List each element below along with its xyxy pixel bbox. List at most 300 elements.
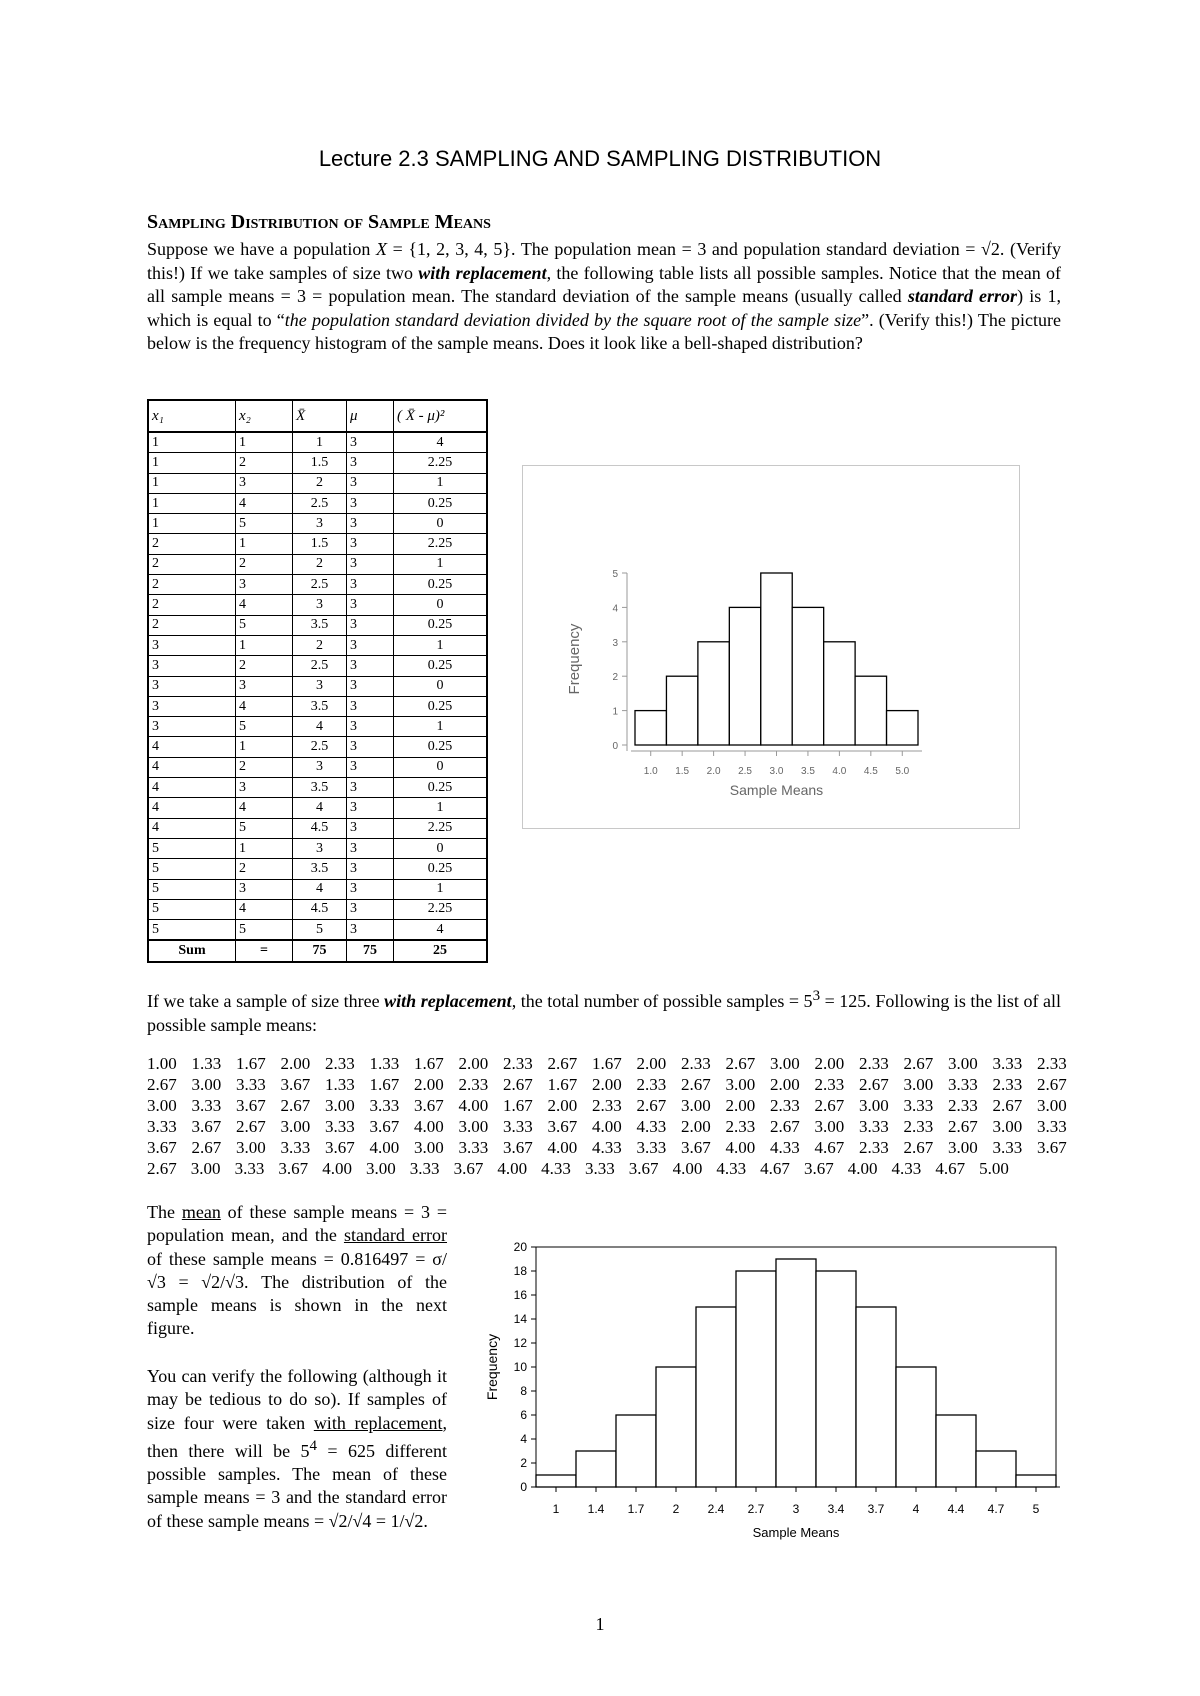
- mean-value: 2.00: [725, 1096, 756, 1115]
- mean-value: 2.00: [547, 1096, 578, 1115]
- mean-value: 2.33: [636, 1075, 667, 1094]
- mean-value: 2.33: [859, 1138, 889, 1157]
- samples-table: [147, 399, 488, 963]
- table-cell: 4: [148, 778, 236, 798]
- table-cell: 4: [236, 696, 293, 716]
- histogram-bar: [729, 607, 760, 745]
- mean-value: 4.00: [369, 1138, 400, 1157]
- mean-value: 3.33: [369, 1096, 400, 1115]
- mean-value: 3.67: [803, 1159, 834, 1178]
- mean-value: 1.67: [547, 1075, 578, 1094]
- table-cell: 1: [394, 798, 488, 818]
- mean-value: 2.67: [636, 1096, 667, 1115]
- table-cell: 2: [293, 635, 347, 655]
- means-row: [147, 1158, 1067, 1179]
- table-row: [148, 717, 487, 737]
- mean-value: 1.33: [369, 1054, 400, 1073]
- table-row: [148, 635, 487, 655]
- means-row: [147, 1116, 1067, 1137]
- sum-sq-dev: 25: [394, 940, 488, 961]
- table-cell: 2: [236, 453, 293, 473]
- mean-value: 4.00: [458, 1096, 489, 1115]
- mean-value: 1.00: [147, 1054, 177, 1073]
- means-row: [147, 1137, 1067, 1158]
- mean-value: 2.00: [814, 1054, 845, 1073]
- y-axis-title: Frequency: [566, 623, 583, 695]
- header-x1: x₁: [148, 400, 236, 432]
- paragraph-size-four: You can verify the following (although it may be tedious to do so). If samples of size four were taken with replacement, then there will be $5^4 = 625$ different possible samples. The mean of these sample means = 3 and the standard error of these sample means = √2/√4 = 1/√2.: [147, 1366, 447, 1531]
- table-cell: 1: [236, 838, 293, 858]
- y-tick-label: 5: [612, 569, 618, 580]
- table-cell: 3: [347, 838, 394, 858]
- mean-value: 2.33: [992, 1075, 1023, 1094]
- y-tick-label: 16: [513, 1288, 527, 1302]
- table-cell: 4.5: [293, 818, 347, 838]
- mean-value: 3.67: [278, 1159, 309, 1178]
- mean-value: 2.00: [280, 1054, 311, 1073]
- mean-value: 2.67: [191, 1138, 222, 1157]
- mean-value: 5.00: [979, 1159, 1009, 1178]
- table-body: [148, 432, 487, 940]
- table-cell: 3: [347, 737, 394, 757]
- mean-value: 3.67: [236, 1096, 266, 1115]
- table-cell: 2: [293, 473, 347, 493]
- table-cell: 0.25: [394, 778, 488, 798]
- table-cell: 2.5: [293, 656, 347, 676]
- x-tick-label: 2.0: [706, 766, 721, 777]
- table-cell: 4: [394, 432, 488, 453]
- mean-value: 4.33: [716, 1159, 747, 1178]
- mean-value: 3.00: [147, 1096, 177, 1115]
- table-cell: 0.25: [394, 737, 488, 757]
- x-tick-label: 2.7: [747, 1502, 765, 1516]
- mean-value: 2.33: [592, 1096, 622, 1115]
- table-cell: 3: [347, 778, 394, 798]
- histogram-bar: [824, 642, 855, 745]
- section-heading: Sampling Distribution of Sample Means: [147, 211, 491, 233]
- mean-value: 1.33: [325, 1075, 355, 1094]
- mean-value: 3.33: [503, 1117, 533, 1136]
- mean-value: 3.33: [584, 1159, 615, 1178]
- table-cell: 4: [148, 757, 236, 777]
- table-cell: 3: [148, 635, 236, 655]
- y-tick-label: 1: [612, 706, 618, 718]
- table-cell: 3: [293, 676, 347, 696]
- mean-value: 3.00: [190, 1159, 221, 1178]
- mean-value: 2.33: [814, 1075, 845, 1094]
- mean-value: 3.67: [325, 1138, 355, 1157]
- mean-value: 2.67: [681, 1075, 711, 1094]
- table-cell: 3: [347, 575, 394, 595]
- mean-value: 4.33: [636, 1117, 667, 1136]
- table-cell: 3: [347, 453, 394, 473]
- histogram-bar: [736, 1271, 776, 1487]
- table-row: [148, 899, 487, 919]
- table-cell: 3: [236, 778, 293, 798]
- mean-value: 1.33: [191, 1054, 222, 1073]
- histogram-bar: [816, 1271, 856, 1487]
- table-cell: 3: [347, 676, 394, 696]
- mean-value: 2.33: [503, 1054, 533, 1073]
- table-cell: 3: [347, 514, 394, 534]
- paragraph-mean-se: The mean of these sample means = 3 = population mean, and the standard error of these sample means = 0.816497 = σ/√3 = √2/√3. The distribution of the sample means is shown in the next figure.: [147, 1202, 448, 1339]
- histogram-bar: [698, 642, 729, 745]
- table-cell: 4: [148, 818, 236, 838]
- table-cell: 3.5: [293, 859, 347, 879]
- table-cell: 0.25: [394, 696, 488, 716]
- y-tick-label: 4: [612, 603, 618, 615]
- table-row: [148, 615, 487, 635]
- table-cell: 1: [394, 473, 488, 493]
- mean-value: 3.00: [948, 1138, 978, 1157]
- table-row: [148, 432, 487, 453]
- mean-value: 2.67: [236, 1117, 266, 1136]
- mean-value: 1.67: [592, 1054, 622, 1073]
- table-cell: 3: [347, 899, 394, 919]
- y-tick-label: 6: [520, 1408, 527, 1422]
- table-cell: 2.5: [293, 575, 347, 595]
- table-row: [148, 656, 487, 676]
- x-tick-label: 1.4: [587, 1502, 605, 1516]
- y-tick-label: 10: [513, 1360, 527, 1374]
- mean-value: 2.67: [814, 1096, 845, 1115]
- table-cell: 4: [394, 920, 488, 941]
- table-cell: 4: [148, 798, 236, 818]
- table-cell: 5: [148, 879, 236, 899]
- mean-value: 1.67: [369, 1075, 400, 1094]
- mean-value: 2.67: [725, 1054, 756, 1073]
- table-cell: 3: [293, 595, 347, 615]
- x-tick-label: 4.5: [863, 766, 878, 777]
- table-row: [148, 453, 487, 473]
- histogram-bar: [776, 1259, 816, 1487]
- mean-value: 2.33: [458, 1075, 489, 1094]
- mean-value: 2.00: [636, 1054, 667, 1073]
- mean-value: 3.67: [147, 1138, 177, 1157]
- table-cell: 1: [236, 432, 293, 453]
- x-tick-label: 4: [912, 1502, 920, 1516]
- mean-value: 3.00: [814, 1117, 845, 1136]
- mean-value: 4.67: [760, 1159, 790, 1178]
- table-row: [148, 595, 487, 615]
- table-cell: 4: [293, 798, 347, 818]
- mean-value: 3.00: [948, 1054, 978, 1073]
- means-row: [147, 1053, 1067, 1074]
- table-cell: 1: [394, 635, 488, 655]
- table-row: [148, 920, 487, 941]
- table-cell: 2.25: [394, 899, 488, 919]
- mean-value: 3.67: [681, 1138, 711, 1157]
- y-tick-label: 12: [513, 1336, 527, 1350]
- table-cell: 3: [347, 818, 394, 838]
- histogram-bar: [635, 711, 666, 745]
- histogram-bar: [1016, 1475, 1056, 1487]
- mean-value: 2.67: [280, 1096, 311, 1115]
- mean-value: 3.00: [681, 1096, 711, 1115]
- mean-value: 3.67: [1037, 1138, 1067, 1157]
- header-xbar: X̄: [293, 400, 347, 432]
- mean-value: 3.00: [770, 1054, 800, 1073]
- table-cell: 1.5: [293, 534, 347, 554]
- mean-value: 3.00: [1037, 1096, 1067, 1115]
- mean-value: 3.33: [325, 1117, 355, 1136]
- mean-value: 2.33: [325, 1054, 355, 1073]
- table-row: [148, 737, 487, 757]
- table-cell: 4: [236, 798, 293, 818]
- table-cell: 3: [347, 859, 394, 879]
- table-cell: 3: [347, 432, 394, 453]
- mean-value: 3.33: [992, 1138, 1023, 1157]
- table-row: [148, 493, 487, 513]
- mean-value: 3.00: [859, 1096, 889, 1115]
- table-cell: 3: [347, 798, 394, 818]
- table-cell: 3: [236, 575, 293, 595]
- table-cell: 1: [236, 737, 293, 757]
- table-cell: 0.25: [394, 615, 488, 635]
- x-tick-label: 4.0: [832, 766, 847, 777]
- table-row: [148, 575, 487, 595]
- histogram-bar: [536, 1475, 576, 1487]
- histogram-bar: [656, 1367, 696, 1487]
- table-cell: 1: [148, 473, 236, 493]
- y-tick-label: 3: [612, 637, 618, 649]
- mean-value: 2.67: [903, 1054, 934, 1073]
- table-cell: 0.25: [394, 493, 488, 513]
- table-cell: 0: [394, 757, 488, 777]
- mean-value: 3.33: [458, 1138, 489, 1157]
- emphasis-with-replacement-2: with replacement: [384, 991, 512, 1011]
- mean-value: 4.33: [770, 1138, 800, 1157]
- header-x2: x₂: [236, 400, 293, 432]
- y-tick-label: 18: [513, 1264, 527, 1278]
- table-cell: 2: [148, 534, 236, 554]
- table-row: [148, 778, 487, 798]
- mean-value: 2.00: [414, 1075, 444, 1094]
- x-tick-label: 2: [672, 1502, 680, 1516]
- mean-value: 3.00: [992, 1117, 1023, 1136]
- x-tick-label: 2.4: [707, 1502, 725, 1516]
- histogram-bar: [976, 1451, 1016, 1487]
- histogram-bar: [936, 1415, 976, 1487]
- mean-value: 2.33: [859, 1054, 889, 1073]
- table-cell: 2: [236, 554, 293, 574]
- table-row: [148, 757, 487, 777]
- table-cell: 3: [347, 920, 394, 941]
- sample-means-list: [147, 1053, 1067, 1179]
- table-cell: 0: [394, 838, 488, 858]
- mean-value: 2.67: [948, 1117, 978, 1136]
- page-number: 1: [595, 1614, 605, 1634]
- y-tick-label: 4: [520, 1432, 527, 1446]
- mean-value: 3.67: [191, 1117, 222, 1136]
- sum-mu: 75: [347, 940, 394, 961]
- table-cell: 3: [293, 757, 347, 777]
- histogram-bar: [576, 1451, 616, 1487]
- table-cell: 3: [236, 879, 293, 899]
- mean-value: 4.67: [814, 1138, 845, 1157]
- table-cell: 4: [293, 717, 347, 737]
- x-tick-label: 3.7: [867, 1502, 885, 1516]
- histogram-bar: [855, 676, 886, 745]
- mean-value: 3.00: [325, 1096, 355, 1115]
- mean-value: 2.00: [458, 1054, 489, 1073]
- table-cell: 2.25: [394, 453, 488, 473]
- table-cell: 4: [236, 595, 293, 615]
- table-cell: 3: [347, 696, 394, 716]
- mean-value: 3.33: [1037, 1117, 1067, 1136]
- histogram-bar: [616, 1415, 656, 1487]
- table-cell: 1: [236, 534, 293, 554]
- sum-eq: =: [236, 940, 293, 961]
- mean-value: 3.67: [453, 1159, 484, 1178]
- x-axis-title: Sample Means: [752, 1525, 840, 1540]
- table-cell: 3: [347, 879, 394, 899]
- means-row: [147, 1095, 1067, 1116]
- mean-value: 3.00: [236, 1138, 266, 1157]
- table-cell: 1: [148, 514, 236, 534]
- table-header-row: [148, 400, 487, 432]
- mean-value: 3.33: [859, 1117, 889, 1136]
- table-cell: 2: [148, 615, 236, 635]
- table-cell: 3: [347, 534, 394, 554]
- table-cell: 2: [148, 554, 236, 574]
- table-cell: 3: [347, 493, 394, 513]
- mean-value: 3.33: [236, 1075, 266, 1094]
- table-cell: 2: [236, 859, 293, 879]
- table-row: [148, 798, 487, 818]
- table-cell: 1: [236, 635, 293, 655]
- mean-value: 3.00: [903, 1075, 934, 1094]
- mean-value: 3.33: [903, 1096, 934, 1115]
- table-cell: 2.5: [293, 493, 347, 513]
- mean-value: 3.00: [725, 1075, 756, 1094]
- table-row: [148, 696, 487, 716]
- mean-value: 4.33: [592, 1138, 622, 1157]
- table-cell: 3: [347, 473, 394, 493]
- mean-value: 4.00: [847, 1159, 878, 1178]
- x-tick-label: 1.7: [627, 1502, 645, 1516]
- table-cell: 5: [236, 920, 293, 941]
- mean-value: 3.00: [191, 1075, 222, 1094]
- table-cell: 4.5: [293, 899, 347, 919]
- table-cell: 5: [236, 717, 293, 737]
- y-tick-label: 0: [520, 1480, 527, 1494]
- mean-value: 4.33: [891, 1159, 922, 1178]
- table-cell: 2: [148, 595, 236, 615]
- table-cell: 1: [394, 554, 488, 574]
- table-cell: 3: [236, 676, 293, 696]
- mean-value: 2.67: [147, 1075, 177, 1094]
- table-cell: 1: [394, 717, 488, 737]
- intro-paragraph: Suppose we have a population X = {1, 2, 3, 4, 5}. The population mean = 3 and population standard deviation = √2. (Verify this!) If we take samples of size two with replacement, the following table lists all possible samples. Notice that the mean of all sample means = 3 = population mean. The standard deviation of the sample means (usually called standard error) is 1, which is equal to “the population standard deviation divided by the square root of the sample size”. (Verify this!) The picture below is the frequency histogram of the sample means. Does it look like a bell-shaped distribution?: [147, 239, 1062, 353]
- table-sum-row: [148, 940, 487, 961]
- table-cell: 5: [236, 514, 293, 534]
- header-mu: μ: [347, 400, 394, 432]
- mean-value: 2.67: [903, 1138, 934, 1157]
- histogram-bar: [887, 711, 918, 745]
- mean-value: 1.67: [236, 1054, 266, 1073]
- x-tick-label: 4.7: [987, 1502, 1005, 1516]
- mean-value: 2.33: [1037, 1054, 1067, 1073]
- table-cell: 5: [148, 859, 236, 879]
- mean-value: 4.00: [322, 1159, 352, 1178]
- sum-xbar: 75: [293, 940, 347, 961]
- table-cell: 5: [148, 899, 236, 919]
- table-cell: 0.25: [394, 656, 488, 676]
- table-cell: 4: [236, 899, 293, 919]
- y-tick-label: 14: [513, 1312, 527, 1326]
- mean-value: 1.67: [503, 1096, 533, 1115]
- mean-value: 3.00: [458, 1117, 489, 1136]
- table-row: [148, 838, 487, 858]
- table-cell: 3: [347, 615, 394, 635]
- y-tick-label: 8: [520, 1384, 527, 1398]
- histogram-bar: [792, 607, 823, 745]
- mean-value: 4.00: [725, 1138, 756, 1157]
- mean-value: 3.00: [280, 1117, 311, 1136]
- table-cell: 3: [293, 514, 347, 534]
- mean-value: 3.33: [191, 1096, 222, 1115]
- mean-value: 2.67: [1037, 1075, 1067, 1094]
- variable-x: X: [375, 239, 387, 259]
- mean-value: 3.67: [503, 1138, 533, 1157]
- histogram-bar: [856, 1307, 896, 1487]
- table-cell: 1: [148, 432, 236, 453]
- table-cell: 3: [148, 676, 236, 696]
- y-tick-label: 0: [612, 741, 618, 752]
- table-cell: 3.5: [293, 778, 347, 798]
- histogram-sample-size-3: [480, 1228, 1060, 1558]
- mean-value: 4.00: [672, 1159, 703, 1178]
- mean-value: 3.67: [547, 1117, 578, 1136]
- emphasis-quote: the population standard deviation divided by the square root of the sample size: [284, 309, 862, 330]
- table-cell: 2: [293, 554, 347, 574]
- mean-value: 3.67: [369, 1117, 400, 1136]
- y-tick-label: 2: [520, 1456, 527, 1470]
- table-cell: 3.5: [293, 615, 347, 635]
- table-cell: 1: [293, 432, 347, 453]
- mean-value: 1.67: [414, 1054, 444, 1073]
- table-cell: 4: [236, 493, 293, 513]
- table-row: [148, 473, 487, 493]
- x-tick-label: 5.0: [895, 766, 910, 777]
- mean-value: 2.33: [903, 1117, 934, 1136]
- mean-value: 2.00: [592, 1075, 622, 1094]
- table-cell: 3: [347, 717, 394, 737]
- mean-value: 2.67: [147, 1159, 177, 1178]
- table-cell: 3: [236, 473, 293, 493]
- table-row: [148, 818, 487, 838]
- mean-value: 4.00: [497, 1159, 528, 1178]
- x-tick-label: 3.5: [800, 766, 815, 777]
- table-cell: 5: [236, 818, 293, 838]
- y-axis-title: Frequency: [484, 1333, 500, 1401]
- mean-value: 2.00: [770, 1075, 800, 1094]
- mean-value: 3.33: [636, 1138, 667, 1157]
- mean-value: 2.67: [859, 1075, 889, 1094]
- x-tick-label: 3.4: [827, 1502, 845, 1516]
- histogram-bar: [896, 1367, 936, 1487]
- table-cell: 3: [347, 554, 394, 574]
- table-cell: 3.5: [293, 696, 347, 716]
- table-cell: 2.25: [394, 534, 488, 554]
- table-row: [148, 859, 487, 879]
- mean-value: 4.33: [541, 1159, 571, 1178]
- histogram-sample-size-2: [522, 465, 1020, 829]
- x-tick-label: 1: [552, 1502, 560, 1516]
- y-tick-label: 20: [513, 1240, 527, 1254]
- table-cell: 3: [347, 757, 394, 777]
